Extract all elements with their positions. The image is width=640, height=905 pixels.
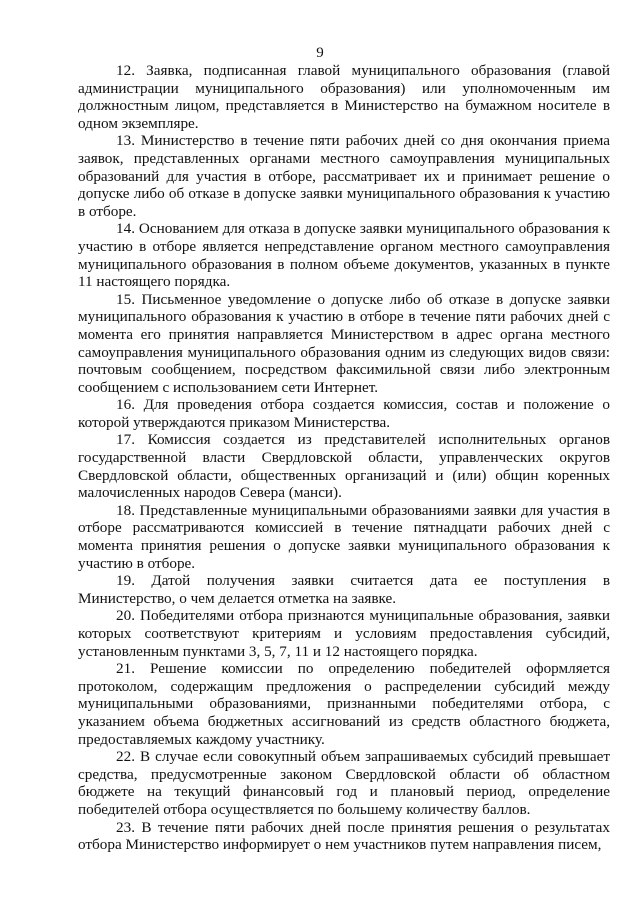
paragraph-23: 23. В течение пяти рабочих дней после принятия решения о результатах отбора Министерство информирует о нем участников путем направления писем,	[78, 818, 610, 854]
paragraph-18: 18. Представленные муниципальными образованиями заявки для участия в отборе рассматриваются комиссией в течение пятнадцати рабочих дней с момента принятия решения о допуске заявки муниципального образования к участию в отборе.	[78, 501, 610, 572]
paragraph-17: 17. Комиссия создается из представителей исполнительных органов государственной власти Свердловской области, управленческих округов Свердловской области, общественных организаций и (или) общин коренных малочисленных народов Севера (манси).	[78, 431, 610, 502]
document-body	[78, 62, 610, 854]
paragraph-12: 12. Заявка, подписанная главой муниципального образования (главой администрации муниципального образования) или уполномоченным им должностным лицом, представляется в Министерство на бумажном носителе в одном экземпляре.	[78, 62, 610, 132]
paragraph-15: 15. Письменное уведомление о допуске либо об отказе в допуске заявки муниципального образования к участию в отборе в течение пяти рабочих дней с момента его принятия направляется Министерством в адрес органа местного самоуправления муниципального образования одним из следующих видов связи: почтовым сообщением, посредством факсимильной связи либо электронным сообщением с использованием сети Интернет.	[78, 290, 610, 396]
paragraph-19: 19. Датой получения заявки считается дата ее поступления в Министерство, о чем делается отметка на заявке.	[78, 572, 610, 607]
paragraph-14: 14. Основанием для отказа в допуске заявки муниципального образования к участию в отборе является непредставление органом местного самоуправления муниципального образования в полном объеме документов, указанных в пункте 11 настоящего порядка.	[78, 220, 610, 291]
paragraph-13: 13. Министерство в течение пяти рабочих дней со дня окончания приема заявок, представленных органами местного самоуправления муниципальных образований для участия в отборе, рассматривает их и принимает решение о допуске либо об отказе в допуске заявки муниципального образования к участию в отборе.	[78, 132, 610, 220]
page-number: 9	[316, 45, 324, 61]
paragraph-16: 16. Для проведения отбора создается комиссия, состав и положение о которой утверждаются приказом Министерства.	[78, 396, 610, 431]
paragraph-22: 22. В случае если совокупный объем запрашиваемых субсидий превышает средства, предусмотренные законом Свердловской области об областном бюджете на текущий финансовый год и плановый период, определение победителей отбора осуществляется по большему количеству баллов.	[78, 748, 610, 818]
paragraph-20: 20. Победителями отбора признаются муниципальные образования, заявки которых соответствуют критериям и условиям предоставления субсидий, установленным пунктами 3, 5, 7, 11 и 12 настоящего порядка.	[78, 607, 610, 660]
paragraph-21: 21. Решение комиссии по определению победителей оформляется протоколом, содержащим предложения о распределении субсидий между муниципальными образованиями, признанными победителями отбора, с указанием объема бюджетных ассигнований из средств областного бюджета, предоставляемых каждому участнику.	[78, 660, 610, 748]
